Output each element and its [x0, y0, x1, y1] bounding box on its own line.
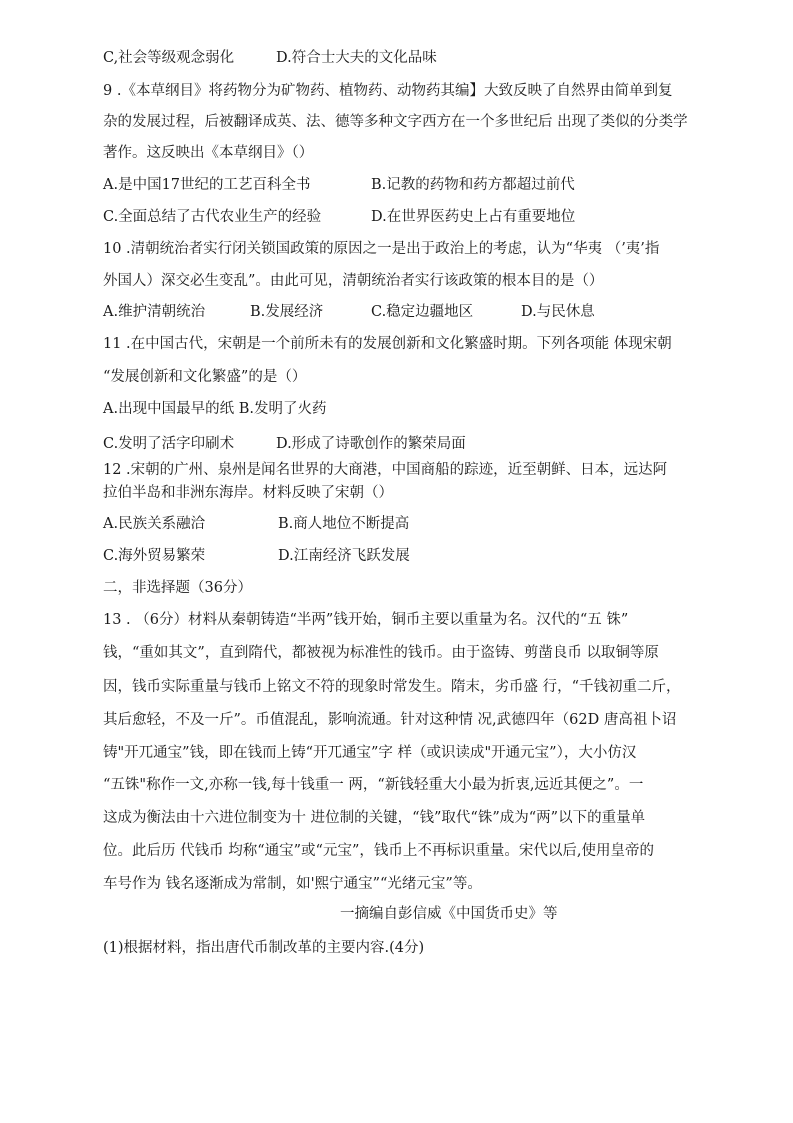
q10-stem-line-1: 10 .清朝统治者实行闭关锁国政策的原因之一是出于政治上的考虑，认为“华夷 （’夷’指 [103, 241, 660, 257]
q12-option-d: D.江南经济飞跃发展 [278, 548, 410, 564]
q12-option-c: C.海外贸易繁荣 [103, 548, 206, 564]
q11-option-c: C.发明了活字印刷术 [103, 436, 235, 452]
q10-option-a: A.维护清朝统治 [103, 304, 206, 320]
q8-option-d: D.符合士大夫的文化品味 [276, 50, 437, 66]
q9-option-c: C.全面总结了古代农业生产的经验 [103, 209, 322, 225]
q12-option-b: B.商人地位不断提高 [278, 516, 410, 532]
q10-option-d: D.与民休息 [521, 304, 595, 320]
q9-stem-line-1: 9 .《本草纲目》将药物分为矿物药、植物药、动物药其编】大致反映了自然界由简单到复 [103, 83, 673, 99]
q13-material-line-9: 车号作为 钱名逐渐成为常制，如'熙宁通宝”“光绪元宝”等。 [103, 876, 482, 892]
q8-option-c: C,社会等级观念弱化 [103, 50, 235, 66]
q9-option-a: A.是中国17世纪的工艺百科全书 [103, 177, 311, 193]
q10-option-c: C.稳定边疆地区 [371, 304, 474, 320]
q9-option-d: D.在世界医药史上占有重要地位 [371, 209, 576, 225]
q11-option-d: D.形成了诗歌创作的繁荣局面 [276, 436, 466, 452]
q10-stem-line-2: 外国人）深交必生变乱”。由此可见，清朝统治者实行该政策的根本目的是（） [103, 273, 604, 289]
q11-options-ab: A.出现中国最早的纸 B.发明了火药 [103, 401, 327, 417]
q13-material-line-1: 13 . （6分）材料从秦朝铸造“半两”钱开始，铜币主要以重量为名。汉代的“五 铢” [103, 612, 629, 628]
q13-material-line-2: 钱，“重如其文”，直到隋代，都被视为标准性的钱币。由于盗铸、剪凿良币 以取铜等原 [103, 645, 659, 661]
q13-material-line-5: 铸"开兀通宝”钱，即在钱而上铸“开兀通宝”字 样（或识读成"开通元宝”），大小仿汉 [103, 745, 637, 761]
q12-stem-line-2: 拉伯半岛和非洲东海岸。材料反映了宋朝（） [103, 485, 393, 501]
q9-option-b: B.记教的药物和药方都超过前代 [371, 177, 575, 193]
q13-subquestion-1: (1)根据材料，指出唐代币制改革的主要内容.(4分) [103, 940, 425, 956]
q12-option-a: A.民族关系融洽 [103, 516, 206, 532]
section-heading: 二，非选择题（36分） [103, 580, 252, 596]
q13-material-line-6: “五铢"称作一文,亦称一钱,每十钱重一 两，“新钱轻重大小最为折衷,远近其便之”。一 [103, 777, 644, 793]
q13-material-line-8: 位。此后历 代钱币 均称“通宝”或“元宝”，钱币上不再标识重量。宋代以后,使用皇帝的 [103, 843, 654, 859]
q13-material-line-7: 这成为衡法由十六进位制变为十 进位制的关键，“钱”取代“铢”成为“两”以下的重量单 [103, 810, 646, 826]
q13-material-line-3: 因，钱币实际重量与钱币上铭文不符的现象时常发生。隋末，劣币盛 行，“千钱初重二斤， [103, 679, 681, 695]
q10-option-b: B.发展经济 [250, 304, 324, 320]
q11-stem-line-1: 11 .在中国古代，宋朝是一个前所未有的发展创新和文化繁盛时期。下列各项能 体现宋朝 [103, 336, 672, 352]
q13-source-citation: 一摘编自彭信威《中国货币史》等 [340, 906, 558, 922]
q9-stem-line-2: 杂的发展过程，后被翻译成英、法、德等多种文字西方在一个多世纪后 出现了类似的分类学 [103, 114, 688, 130]
q12-stem-line-1: 12 .宋朝的广州、泉州是闻名世界的大商港，中国商船的踪迹，近至朝鲜、日本，远达阿 [103, 462, 668, 478]
q11-stem-line-2: “发展创新和文化繁盛”的是（） [103, 369, 307, 385]
q13-material-line-4: 其后愈轻，不及一斤”。币值混乱，影响流通。针对这种情 况,武德四年（62D 唐高祖卜诏 [103, 712, 677, 728]
q9-stem-line-3: 著作。这反映出《本草纲目》（） [103, 145, 314, 161]
